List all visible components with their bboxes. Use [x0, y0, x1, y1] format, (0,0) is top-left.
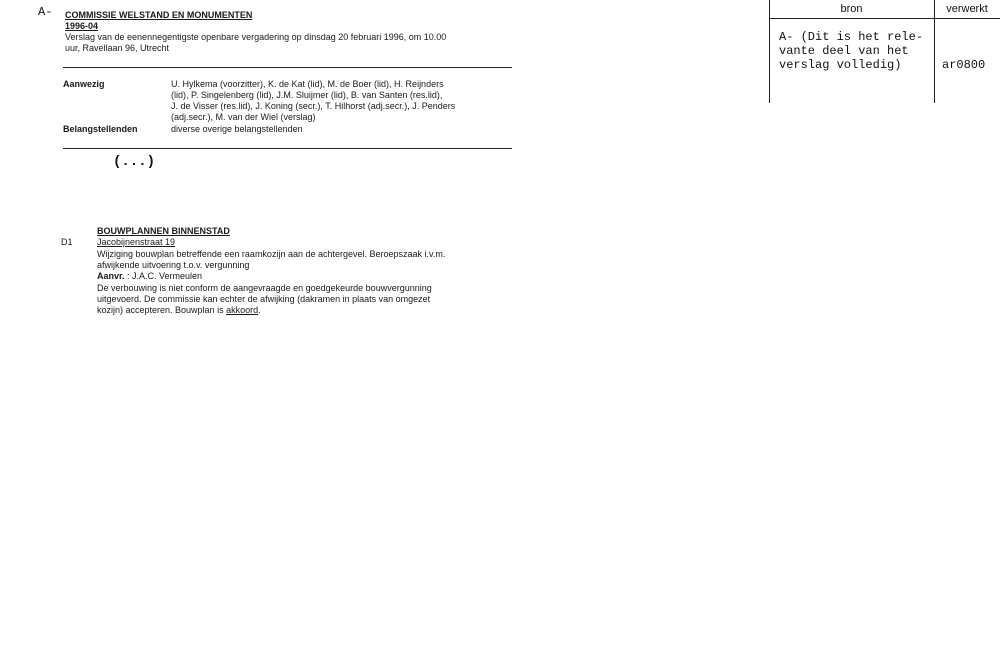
section-heading: BOUWPLANNEN BINNENSTAD [97, 226, 230, 236]
meeting-line-1: Verslag van de eenennegentigste openbare vergadering op dinsdag 20 februari 1996, om 10.00 [65, 32, 447, 42]
table-mid-border [934, 0, 935, 103]
divider-bottom [63, 148, 512, 149]
applicant-value: : J.A.C. Vermeulen [127, 271, 203, 281]
column-header-verwerkt: verwerkt [946, 3, 988, 15]
present-line: J. de Visser (res.lid), J. Koning (secr.), T. Hilhorst (adj.secr.), J. Penders [171, 101, 456, 111]
bron-line: vante deel van het [779, 44, 909, 58]
bron-line: verslag volledig) [779, 58, 902, 72]
meeting-line-2: uur, Ravellaan 96, Utrecht [65, 43, 170, 53]
present-label: Aanwezig [63, 79, 105, 89]
verdict-line [97, 305, 261, 316]
verdict-period: . [258, 305, 261, 315]
present-line: (lid), P. Singelenberg (lid), J.M. Sluijmer (lid), B. van Santen (res.lid), [171, 90, 443, 100]
applicant-label: Aanvr. [97, 271, 125, 281]
doc-number: 1996-04 [65, 21, 99, 31]
verdict-line: uitgevoerd. De commissie kan echter de afwijking (dakramen in plaats van omgezet [97, 294, 431, 304]
org-title: COMMISSIE WELSTAND EN MONUMENTEN [65, 10, 253, 20]
verdict-text: kozijn) accepteren. Bouwplan is [97, 305, 227, 315]
verdict-line: De verbouwing is niet conform de aangevraagde en goedgekeurde bouwvergunning [97, 283, 432, 293]
stakeholders-value: diverse overige belangstellenden [171, 124, 303, 134]
bron-line: A- (Dit is het rele- [779, 30, 924, 44]
verdict-approved: akkoord [226, 305, 259, 315]
stakeholders-label: Belangstellenden [63, 124, 138, 134]
present-line: (adj.secr.), M. van der Wiel (verslag) [171, 112, 316, 122]
margin-mark: A- [38, 5, 53, 19]
verwerkt-value: ar0800 [942, 58, 986, 72]
item-description-line: Wijziging bouwplan betreffende een raamkozijn aan de achtergevel. Beroepszaak i.v.m. [97, 249, 446, 259]
item-address: Jacobijnenstraat 19 [97, 237, 176, 247]
table-header-rule [769, 18, 1000, 19]
applicant [97, 271, 202, 282]
ellipsis-omitted: (...) [113, 154, 156, 170]
table-left-border [769, 0, 770, 103]
column-header-bron: bron [840, 3, 863, 15]
item-code: D1 [61, 237, 73, 247]
divider-top [63, 67, 512, 68]
item-description-line: afwijkende uitvoering t.o.v. vergunning [97, 260, 250, 270]
present-line: U. Hylkema (voorzitter), K. de Kat (lid), M. de Boer (lid), H. Reijnders [171, 79, 444, 89]
